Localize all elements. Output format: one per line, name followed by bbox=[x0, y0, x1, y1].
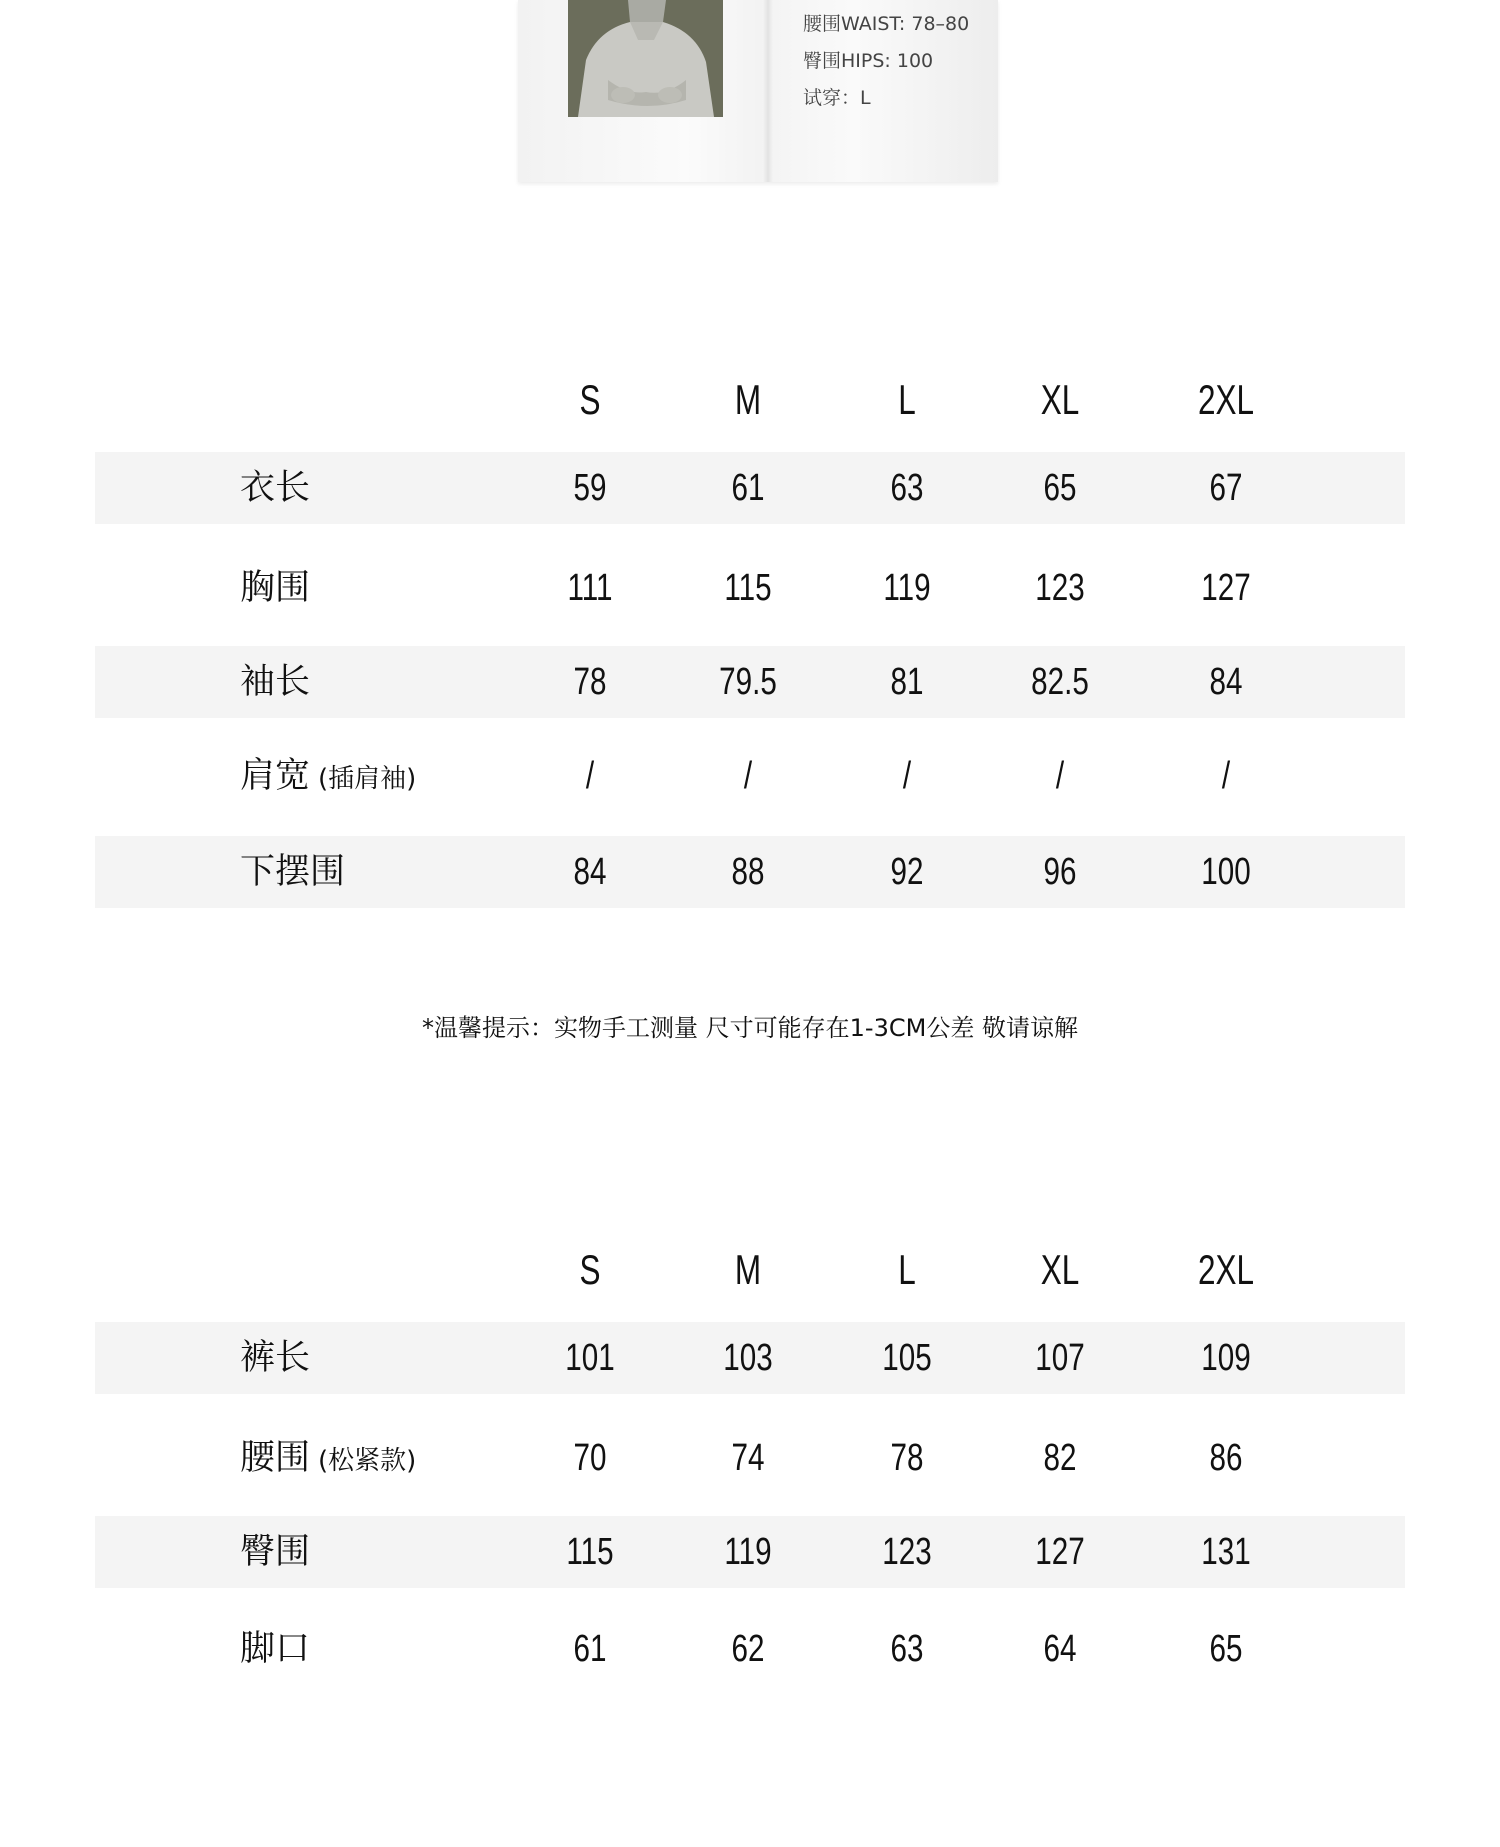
table-cell: 127 bbox=[1035, 1531, 1085, 1573]
row-label bbox=[240, 1613, 310, 1685]
table-cell: 92 bbox=[890, 851, 924, 893]
table-cell: 65 bbox=[1043, 467, 1077, 509]
model-info-card bbox=[518, 0, 998, 182]
model-waist: 腰围WAIST: 78–80 bbox=[803, 13, 970, 35]
table-cell: 88 bbox=[731, 851, 765, 893]
size-header-m: M bbox=[734, 376, 762, 423]
size-header-row bbox=[95, 1240, 1405, 1300]
row-label bbox=[240, 1322, 310, 1394]
size-header-xl: XL bbox=[1040, 1246, 1080, 1293]
table-cell: 131 bbox=[1201, 1531, 1251, 1573]
row-label bbox=[240, 836, 345, 908]
row-label bbox=[240, 646, 310, 718]
table-cell: 64 bbox=[1043, 1628, 1077, 1670]
table-cell: 81 bbox=[890, 661, 924, 703]
size-header-xl: XL bbox=[1040, 376, 1080, 423]
table-cell: 74 bbox=[731, 1437, 765, 1479]
card-fold bbox=[763, 0, 773, 182]
row-label-text: 裤长 bbox=[240, 1338, 311, 1378]
table-cell: 79.5 bbox=[719, 661, 777, 703]
table-cell: 103 bbox=[723, 1337, 773, 1379]
table-cell: 96 bbox=[1043, 851, 1077, 893]
table-cell: / bbox=[585, 755, 595, 797]
table-cell: 123 bbox=[882, 1531, 932, 1573]
table-cell: 84 bbox=[1209, 661, 1243, 703]
table-cell: 61 bbox=[731, 467, 765, 509]
measurement-note: *温馨提示：实物手工测量 尺寸可能存在1-3CM公差 敬请谅解 bbox=[422, 1014, 1078, 1042]
size-header-l: L bbox=[898, 1246, 916, 1293]
table-cell: 59 bbox=[573, 467, 607, 509]
row-label bbox=[240, 552, 310, 624]
table-row bbox=[95, 452, 1405, 524]
table-row bbox=[95, 1322, 1405, 1394]
table-cell: 127 bbox=[1201, 567, 1251, 609]
table-cell: 111 bbox=[567, 567, 613, 609]
table-cell: 101 bbox=[565, 1337, 615, 1379]
model-photo bbox=[568, 0, 723, 117]
model-hips: 臀围HIPS: 100 bbox=[803, 50, 934, 72]
table-row bbox=[95, 836, 1405, 908]
model-fit-size: 试穿：L bbox=[803, 87, 871, 109]
size-header-2xl: 2XL bbox=[1197, 376, 1255, 423]
table-cell: / bbox=[1221, 755, 1231, 797]
row-label-text: 肩宽 bbox=[240, 756, 311, 796]
table-cell: 82.5 bbox=[1031, 661, 1089, 703]
table-cell: 107 bbox=[1035, 1337, 1085, 1379]
row-label-text: 胸围 bbox=[240, 568, 311, 608]
row-label-text: 衣长 bbox=[240, 468, 311, 508]
table-cell: 67 bbox=[1209, 467, 1243, 509]
table-row bbox=[95, 646, 1405, 718]
table-cell: 70 bbox=[573, 1437, 607, 1479]
model-photo-image bbox=[568, 0, 723, 117]
row-label-text: 臀围 bbox=[240, 1532, 311, 1572]
table-cell: 115 bbox=[724, 567, 772, 609]
table-cell: 65 bbox=[1209, 1628, 1243, 1670]
bottom-size-table bbox=[95, 1240, 1405, 1670]
row-label-note: (插肩袖) bbox=[318, 764, 417, 794]
table-cell: 119 bbox=[883, 567, 931, 609]
table-cell: 86 bbox=[1209, 1437, 1243, 1479]
row-label bbox=[240, 1516, 310, 1588]
row-label bbox=[240, 1422, 416, 1494]
row-label bbox=[240, 452, 310, 524]
table-cell: 61 bbox=[573, 1628, 607, 1670]
size-header-row bbox=[95, 370, 1405, 430]
table-cell: 63 bbox=[890, 1628, 924, 1670]
table-cell: 109 bbox=[1201, 1337, 1251, 1379]
size-header-m: M bbox=[734, 1246, 762, 1293]
table-row bbox=[95, 740, 1405, 812]
table-cell: 119 bbox=[724, 1531, 772, 1573]
table-cell: 78 bbox=[890, 1437, 924, 1479]
model-measurements bbox=[803, 6, 969, 117]
table-cell: 84 bbox=[573, 851, 607, 893]
row-label-text: 下摆围 bbox=[240, 852, 346, 892]
table-row bbox=[95, 1422, 1405, 1494]
table-row bbox=[95, 1516, 1405, 1588]
table-cell: 123 bbox=[1035, 567, 1085, 609]
size-header-s: S bbox=[579, 1246, 601, 1293]
table-cell: / bbox=[743, 755, 753, 797]
table-cell: 105 bbox=[882, 1337, 932, 1379]
row-label-text: 腰围 bbox=[240, 1438, 311, 1478]
row-label-text: 袖长 bbox=[240, 662, 311, 702]
table-row bbox=[95, 552, 1405, 624]
table-cell: 115 bbox=[566, 1531, 614, 1573]
table-cell: 82 bbox=[1043, 1437, 1077, 1479]
table-cell: / bbox=[902, 755, 912, 797]
row-label-text: 脚口 bbox=[240, 1629, 311, 1669]
table-cell: 78 bbox=[573, 661, 607, 703]
row-label bbox=[240, 740, 416, 812]
top-size-table bbox=[95, 370, 1405, 893]
table-cell: 62 bbox=[731, 1628, 765, 1670]
table-row bbox=[95, 1613, 1405, 1685]
size-header-s: S bbox=[579, 376, 601, 423]
row-label-note: (松紧款) bbox=[318, 1446, 417, 1476]
table-cell: / bbox=[1055, 755, 1065, 797]
table-cell: 100 bbox=[1201, 851, 1251, 893]
table-cell: 63 bbox=[890, 467, 924, 509]
size-header-2xl: 2XL bbox=[1197, 1246, 1255, 1293]
size-header-l: L bbox=[898, 376, 916, 423]
